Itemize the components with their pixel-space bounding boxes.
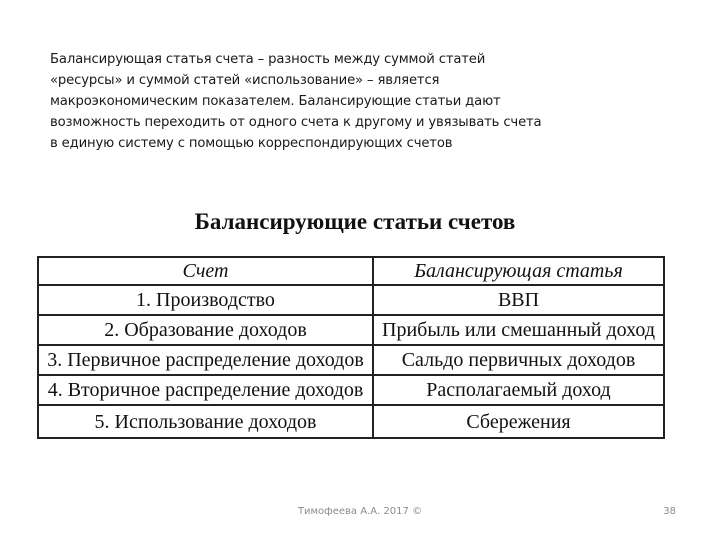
balancing-item-cell: ВВП [373,285,664,315]
table-row [38,375,664,405]
account-cell: 3. Первичное распределение доходов [38,345,373,375]
intro-line: возможность переходить от одного счета к другому и увязывать счета [50,115,542,130]
column-header-account: Счет [38,257,373,285]
balancing-item-cell: Сальдо первичных доходов [373,345,664,375]
account-cell: 4. Вторичное распределение доходов [38,375,373,405]
intro-paragraph [50,49,650,154]
intro-line: макроэкономическим показателем. Балансирующие статьи дают [50,94,501,109]
table-row [38,285,664,315]
table-header-row [38,257,664,285]
table-row [38,315,664,345]
account-cell: 2. Образование доходов [38,315,373,345]
intro-line: в единую систему с помощью корреспондирующих счетов [50,136,453,151]
table-row [38,345,664,375]
table-title: Балансирующие статьи счетов [194,209,516,234]
column-header-balancing-item: Балансирующая статья [373,257,664,285]
intro-line: «ресурсы» и суммой статей «использование» – является [50,73,440,88]
account-cell: 5. Использование доходов [38,405,373,438]
balancing-item-cell: Располагаемый доход [373,375,664,405]
balancing-items-table [37,256,665,439]
footer-author: Тимофеева А.А. 2017 © [297,506,423,517]
balancing-item-cell: Сбережения [373,405,664,438]
page-number: 38 [663,506,676,517]
balancing-item-cell: Прибыль или смешанный доход [373,315,664,345]
account-cell: 1. Производство [38,285,373,315]
intro-line: Балансирующая статья счета – разность между суммой статей [50,52,486,67]
table-row [38,405,664,438]
